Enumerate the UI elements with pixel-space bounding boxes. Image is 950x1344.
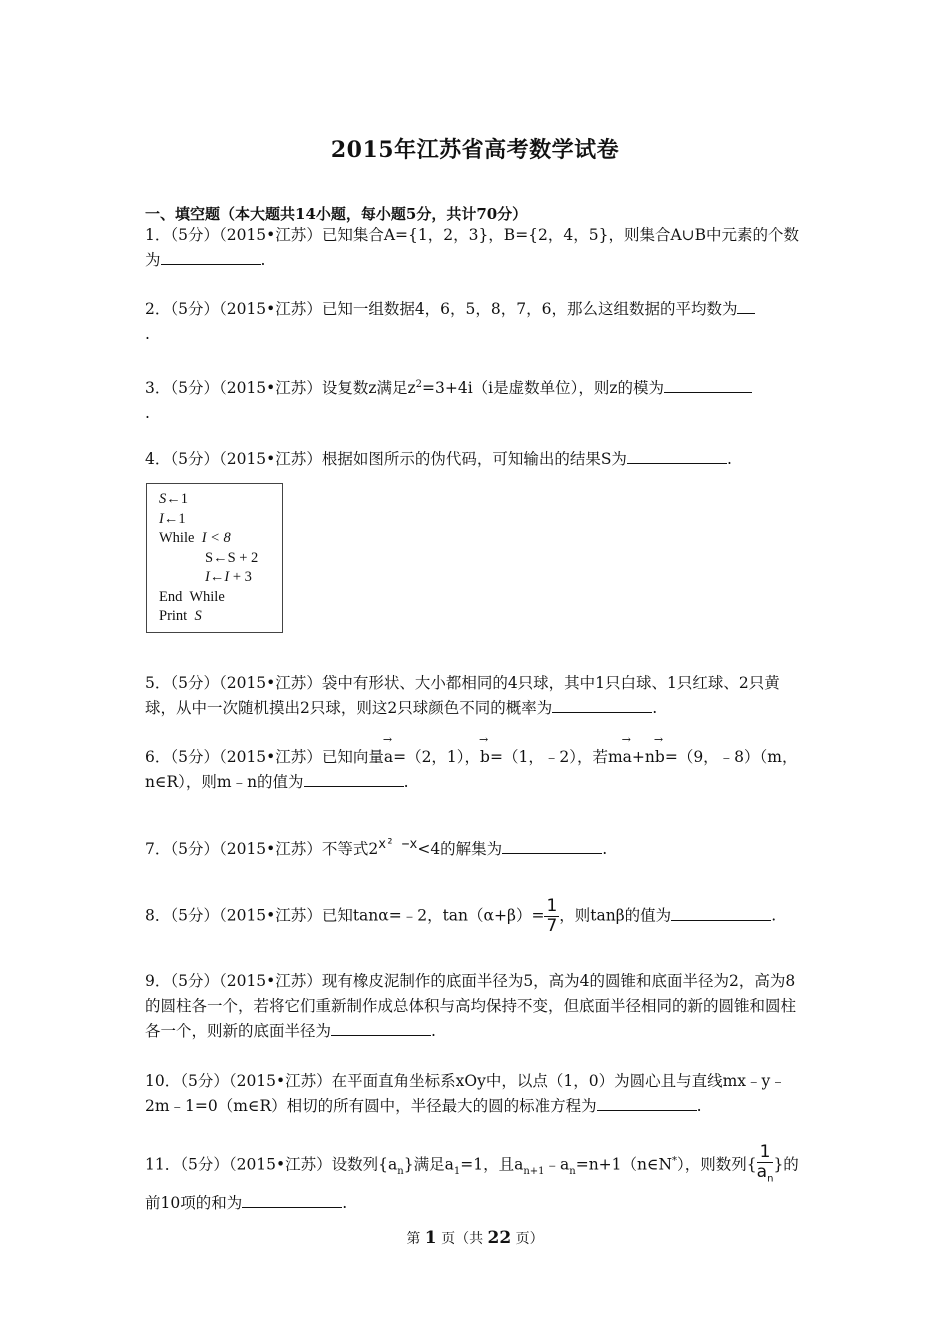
answer-blank [242,1191,342,1208]
section-heading: 一、填空题（本大题共14小题，每小题5分，共计70分） [145,205,528,223]
subscript: n+1 [523,1165,545,1177]
vector-b [479,733,490,770]
code-var: I [159,510,164,527]
question-text-cont: =（1，﹣2），若m [489,748,623,766]
code-text: Print [159,608,195,624]
question-text-cont: ﹣a [544,1155,570,1174]
vector-label: a [383,748,394,766]
vector-a [621,733,632,770]
question-6 [145,733,810,795]
pseudocode-box [146,483,283,633]
question-text-cont: =n+1（n∈N [575,1155,673,1174]
code-line-5 [159,568,282,588]
answer-blank [671,904,771,921]
fraction-numerator: 1 [546,896,558,916]
subscript: n [767,1173,774,1185]
answer-blank [304,770,404,787]
question-2 [145,297,810,347]
question-text-cont: ，则tanβ的值为 [559,906,672,925]
fraction [544,897,559,936]
question-7 [145,832,810,862]
footer-text: 页（共 [436,1231,488,1247]
code-line-4 [159,549,282,569]
vector-arrow-icon: → [653,733,664,746]
code-text: ←1 [163,510,186,527]
question-text-cont: ），则数列{ [677,1155,757,1174]
question-text-cont: }的前10项的和为 [145,1155,799,1213]
code-var: I < 8 [201,530,231,546]
code-text: ← [209,569,225,585]
answer-blank [502,837,602,854]
vector-a [382,733,394,770]
code-text: S←S + 2 [205,549,259,566]
fraction-numerator: 1 [757,1143,774,1163]
question-4 [145,447,810,472]
question-3 [145,372,810,426]
code-text: + 3 [229,569,252,585]
question-text: 2．（5分）（2015•江苏）已知一组数据4，6，5，8，7，6，那么这组数据的平均数为 [145,300,738,318]
page-title: 2015年江苏省高考数学试卷 [330,137,620,163]
code-var: I [205,569,210,585]
question-text: 1．（5分）（2015•江苏）已知集合A={1，2，3}，B={2，4，5}，则集合A∪B中元素的个数为 [145,226,800,269]
fraction-denominator: 7 [546,916,558,936]
period: . [342,1194,348,1213]
answer-blank [552,696,652,713]
vector-label: b [654,748,665,766]
question-text: 6．（5分）（2015•江苏）已知向量 [145,748,384,766]
code-var: S [194,608,202,624]
period: . [431,1022,436,1040]
code-text: While [159,530,202,546]
answer-blank [331,1019,431,1036]
code-text: ←1 [166,491,188,507]
question-text-cont: +n [631,748,655,766]
period: . [602,840,608,859]
vector-arrow-icon: → [621,733,631,746]
page-footer [0,1228,950,1248]
period: . [403,773,409,791]
vector-b [653,733,665,770]
question-text: 11．（5分）（2015•江苏）设数列{a [145,1155,398,1174]
period: . [726,450,732,468]
vector-arrow-icon: → [479,733,489,746]
vector-label: b [480,748,490,766]
question-8 [145,897,810,936]
question-9 [145,969,810,1044]
total-pages: 22 [487,1228,512,1248]
answer-blank [161,248,261,265]
question-text: 9．（5分）（2015•江苏）现有橡皮泥制作的底面半径为5，高为4的圆锥和底面半径为2，高为8的圆柱各一个，若将它们重新制作成总体积与高均保持不变，但底面半径相同的新的圆锥和圆柱各一个，则新的底面半径为 [145,972,797,1040]
code-line-1 [159,490,282,510]
code-line-3 [159,529,282,549]
footer-text: 第 [406,1231,425,1247]
question-11 [145,1143,810,1218]
code-var: I [224,569,230,585]
code-var: S [159,491,167,507]
answer-blank [664,376,752,393]
denominator-base: a [756,1162,768,1182]
subscript: n [397,1165,404,1177]
question-text-cont: =（9，﹣8）（m，n∈R），则m﹣n的值为 [145,748,798,791]
question-5 [145,671,810,721]
question-10 [145,1069,810,1119]
question-text-cont: }满足a [403,1155,454,1174]
vector-label: a [622,748,632,766]
exponent: x² −x [378,837,418,852]
answer-blank [737,297,755,314]
question-1 [145,223,810,273]
period: . [145,325,150,343]
question-text-cont: <4的解集为 [417,840,503,859]
question-text: 4．（5分）（2015•江苏）根据如图所示的伪代码，可知输出的结果S为 [145,450,627,468]
answer-blank [597,1094,697,1111]
period: . [696,1097,702,1115]
footer-text: 页） [511,1231,544,1247]
page-number: 1 [424,1228,437,1248]
exponent: 2 [415,379,423,390]
code-text: End While [159,588,225,605]
superscript: * [672,1155,678,1167]
question-text: 10．（5分）（2015•江苏）在平面直角坐标系xOy中，以点（1，0）为圆心且与直线mx﹣y﹣2m﹣1=0（m∈R）相切的所有圆中，半径最大的圆的标准方程为 [145,1072,786,1115]
question-text-cont: =（2，1）， [393,748,481,766]
question-text: 8．（5分）（2015•江苏）已知tanα=﹣2，tan（α+β）= [145,906,545,925]
period: . [771,906,777,925]
fraction-denominator [757,1163,774,1188]
code-line-6 [159,588,282,608]
question-text: 5．（5分）（2015•江苏）袋中有形状、大小都相同的4只球，其中1只白球、1只红球、2只黄球，从中一次随机摸出2只球，则这2只球颜色不同的概率为 [145,674,780,717]
code-line-7 [159,607,282,627]
vector-arrow-icon: → [382,733,393,746]
subscript: 1 [453,1165,461,1177]
answer-blank [627,447,727,464]
period: . [652,699,658,717]
fraction [757,1143,774,1188]
question-text: 3．（5分）（2015•江苏）设复数z满足z [145,379,416,398]
question-text: 7．（5分）（2015•江苏）不等式2 [145,840,379,859]
code-line-2 [159,510,282,530]
subscript: n [569,1165,576,1177]
question-text-cont: =3+4i（i是虚数单位），则z的模为 [422,379,665,398]
period: . [145,404,150,423]
period: . [260,251,266,269]
question-text-cont: =1，且a [460,1155,524,1174]
